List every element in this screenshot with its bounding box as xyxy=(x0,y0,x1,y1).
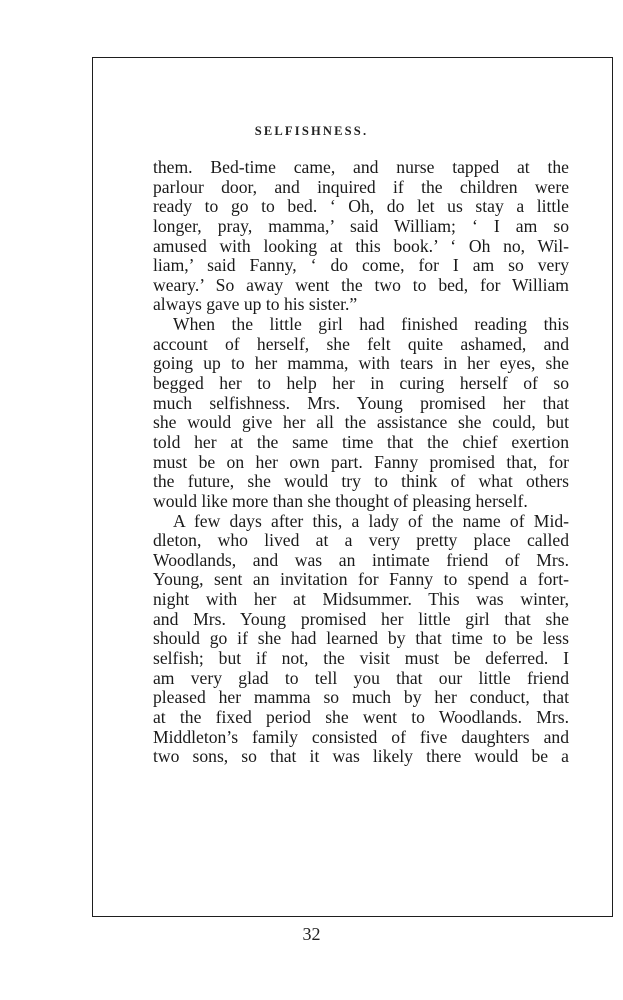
text-line: Middleton’s family consisted of five daughters and xyxy=(153,726,569,747)
text-line: going up to her mamma, with tears in her eyes, she xyxy=(153,353,569,374)
text-line: parlour door, and inquired if the children were xyxy=(153,176,569,197)
text-line: account of herself, she felt quite ashamed, and xyxy=(153,333,569,354)
text-line: selfish; but if not, the visit must be deferred. I xyxy=(153,648,569,669)
text-line: always gave up to his sister.” xyxy=(153,294,358,315)
text-line: should go if she had learned by that time to be less xyxy=(153,628,569,649)
text-line: would like more than she thought of pleasing herself. xyxy=(153,490,528,511)
text-line: Young, sent an invitation for Fanny to spend a fort- xyxy=(153,569,569,590)
text-line: longer, pray, mamma,’ said William; ‘ I am so xyxy=(153,215,569,236)
text-line: much selfishness. Mrs. Young promised her that xyxy=(153,392,569,413)
page-number: 32 xyxy=(302,924,321,944)
text-line: amused with looking at this book.’ ‘ Oh no, Wil- xyxy=(153,235,569,256)
text-line: liam,’ said Fanny, ‘ do come, for I am so very xyxy=(153,255,569,276)
text-line: begged her to help her in curing herself of so xyxy=(153,373,569,394)
text-line: told her at the same time that the chief exertion xyxy=(153,431,569,452)
text-line: pleased her mamma so much by her conduct, that xyxy=(153,687,569,708)
text-line: A few days after this, a lady of the name of Mid- xyxy=(173,510,569,531)
text-line: she would give her all the assistance she could, but xyxy=(153,412,569,433)
text-line: and Mrs. Young promised her little girl that she xyxy=(153,608,569,629)
text-line: must be on her own part. Fanny promised that, for xyxy=(153,451,569,472)
text-line: ready to go to bed. ‘ Oh, do let us stay a little xyxy=(153,196,569,217)
text-line: at the fixed period she went to Woodlands. Mrs. xyxy=(153,706,569,727)
text-line: When the little girl had finished reading this xyxy=(173,314,569,335)
text-line: two sons, so that it was likely there would be a xyxy=(153,746,569,767)
running-head: SELFISHNESS. xyxy=(254,124,369,138)
body-text xyxy=(153,158,569,767)
text-line: them. Bed-time came, and nurse tapped at the xyxy=(153,157,569,177)
text-line: Woodlands, and was an intimate friend of Mrs. xyxy=(153,549,569,570)
text-line: am very glad to tell you that our little friend xyxy=(153,667,569,688)
text-line: dleton, who lived at a very pretty place called xyxy=(153,530,569,551)
text-line: weary.’ So away went the two to bed, for William xyxy=(153,274,569,295)
text-line: night with her at Midsummer. This was winter, xyxy=(153,589,569,610)
text-line: the future, she would try to think of what others xyxy=(153,471,569,492)
